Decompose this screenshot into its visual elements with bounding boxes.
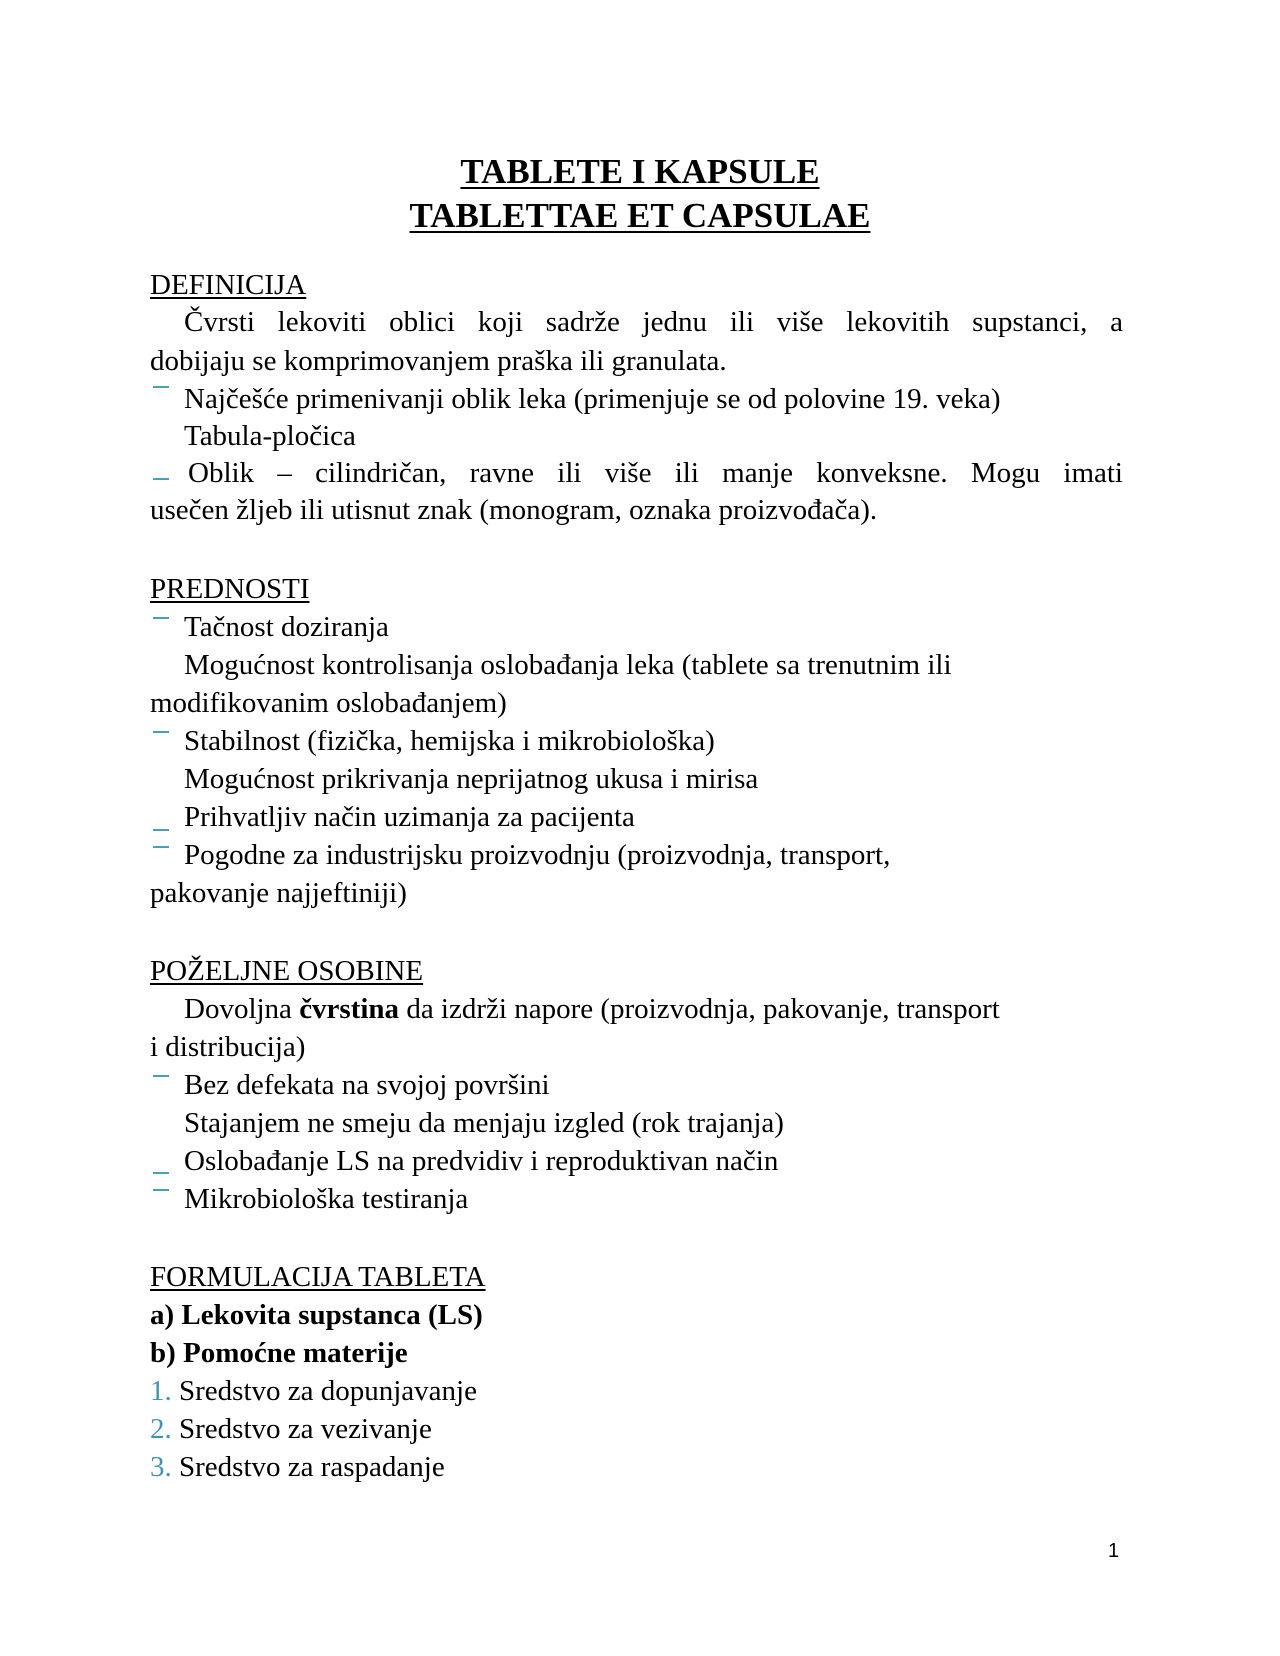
property-item-bold: čvrstina	[299, 993, 400, 1025]
definition-text-line-1: Čvrsti lekoviti oblici koji sadrže jednu ili više lekovitih supstanci, a	[184, 306, 1123, 338]
property-item-continuation: i distribucija)	[150, 1031, 306, 1063]
section-heading-pozeljne-osobine: POŽELJNE OSOBINE	[150, 955, 424, 987]
item-text: Sredstvo za dopunjavanje	[171, 1375, 477, 1407]
numbered-item-3	[150, 1453, 445, 1482]
section-heading-definicija: DEFINICIJA	[150, 269, 307, 301]
property-item-text: Dovoljna	[184, 993, 300, 1025]
property-item: Oslobađanje LS na predvidiv i reproduktivan način	[184, 1145, 779, 1177]
item-text: Sredstvo za vezivanje	[171, 1413, 432, 1445]
document-title-line-1: TABLETE I KAPSULE	[460, 152, 820, 191]
property-item: Mikrobiološka testiranja	[184, 1183, 469, 1215]
document-title-line-2: TABLETTAE ET CAPSULAE	[409, 196, 871, 235]
property-item-text: da izdrži napore (proizvodnja, pakovanje, transport	[399, 993, 1000, 1025]
definition-text-line-2: dobijaju se komprimovanjem praška ili granulata.	[150, 345, 727, 377]
property-item	[150, 995, 1000, 1024]
definition-item: Oblik – cilindričan, ravne ili više ili manje konveksne. Mogu imati	[188, 457, 1123, 489]
property-item: Stajanjem ne smeju da menjaju izgled (rok trajanja)	[184, 1107, 784, 1139]
advantage-item: Tačnost doziranja	[184, 611, 389, 643]
advantage-item: Stabilnost (fizička, hemijska i mikrobiološka)	[184, 725, 715, 757]
formulation-subheading-a: a) Lekovita supstanca (LS)	[150, 1299, 483, 1331]
section-heading-prednosti: PREDNOSTI	[150, 573, 310, 605]
item-number: 3.	[150, 1451, 172, 1483]
advantage-item-continuation: modifikovanim oslobađanjem)	[150, 687, 507, 719]
item-text: Sredstvo za raspadanje	[171, 1451, 445, 1483]
formulation-subheading-b: b) Pomoćne materije	[150, 1337, 408, 1369]
definition-item: Najčešće primenivanji oblik leka (primenjuje se od polovine 19. veka)	[184, 383, 1001, 415]
item-number: 2.	[150, 1413, 172, 1445]
property-item: Bez defekata na svojoj površini	[184, 1069, 550, 1101]
advantage-item: Mogućnost prikrivanja neprijatnog ukusa i mirisa	[184, 763, 759, 795]
advantage-item-continuation: pakovanje najjeftiniji)	[150, 877, 407, 909]
page-number: 1	[1108, 1540, 1120, 1562]
definition-item: Tabula-pločica	[184, 420, 356, 452]
advantage-item: Pogodne za industrijsku proizvodnju (proizvodnja, transport,	[184, 839, 891, 871]
numbered-item-1	[150, 1377, 477, 1406]
advantage-item: Prihvatljiv način uzimanja za pacijenta	[184, 801, 635, 833]
section-heading-formulacija: FORMULACIJA TABLETA	[150, 1261, 486, 1293]
definition-item-continuation: usečen žljeb ili utisnut znak (monogram, oznaka proizvođača).	[150, 494, 878, 526]
numbered-item-2	[150, 1415, 432, 1444]
advantage-item: Mogućnost kontrolisanja oslobađanja leka (tablete sa trenutnim ili	[184, 649, 952, 681]
item-number: 1.	[150, 1375, 172, 1407]
